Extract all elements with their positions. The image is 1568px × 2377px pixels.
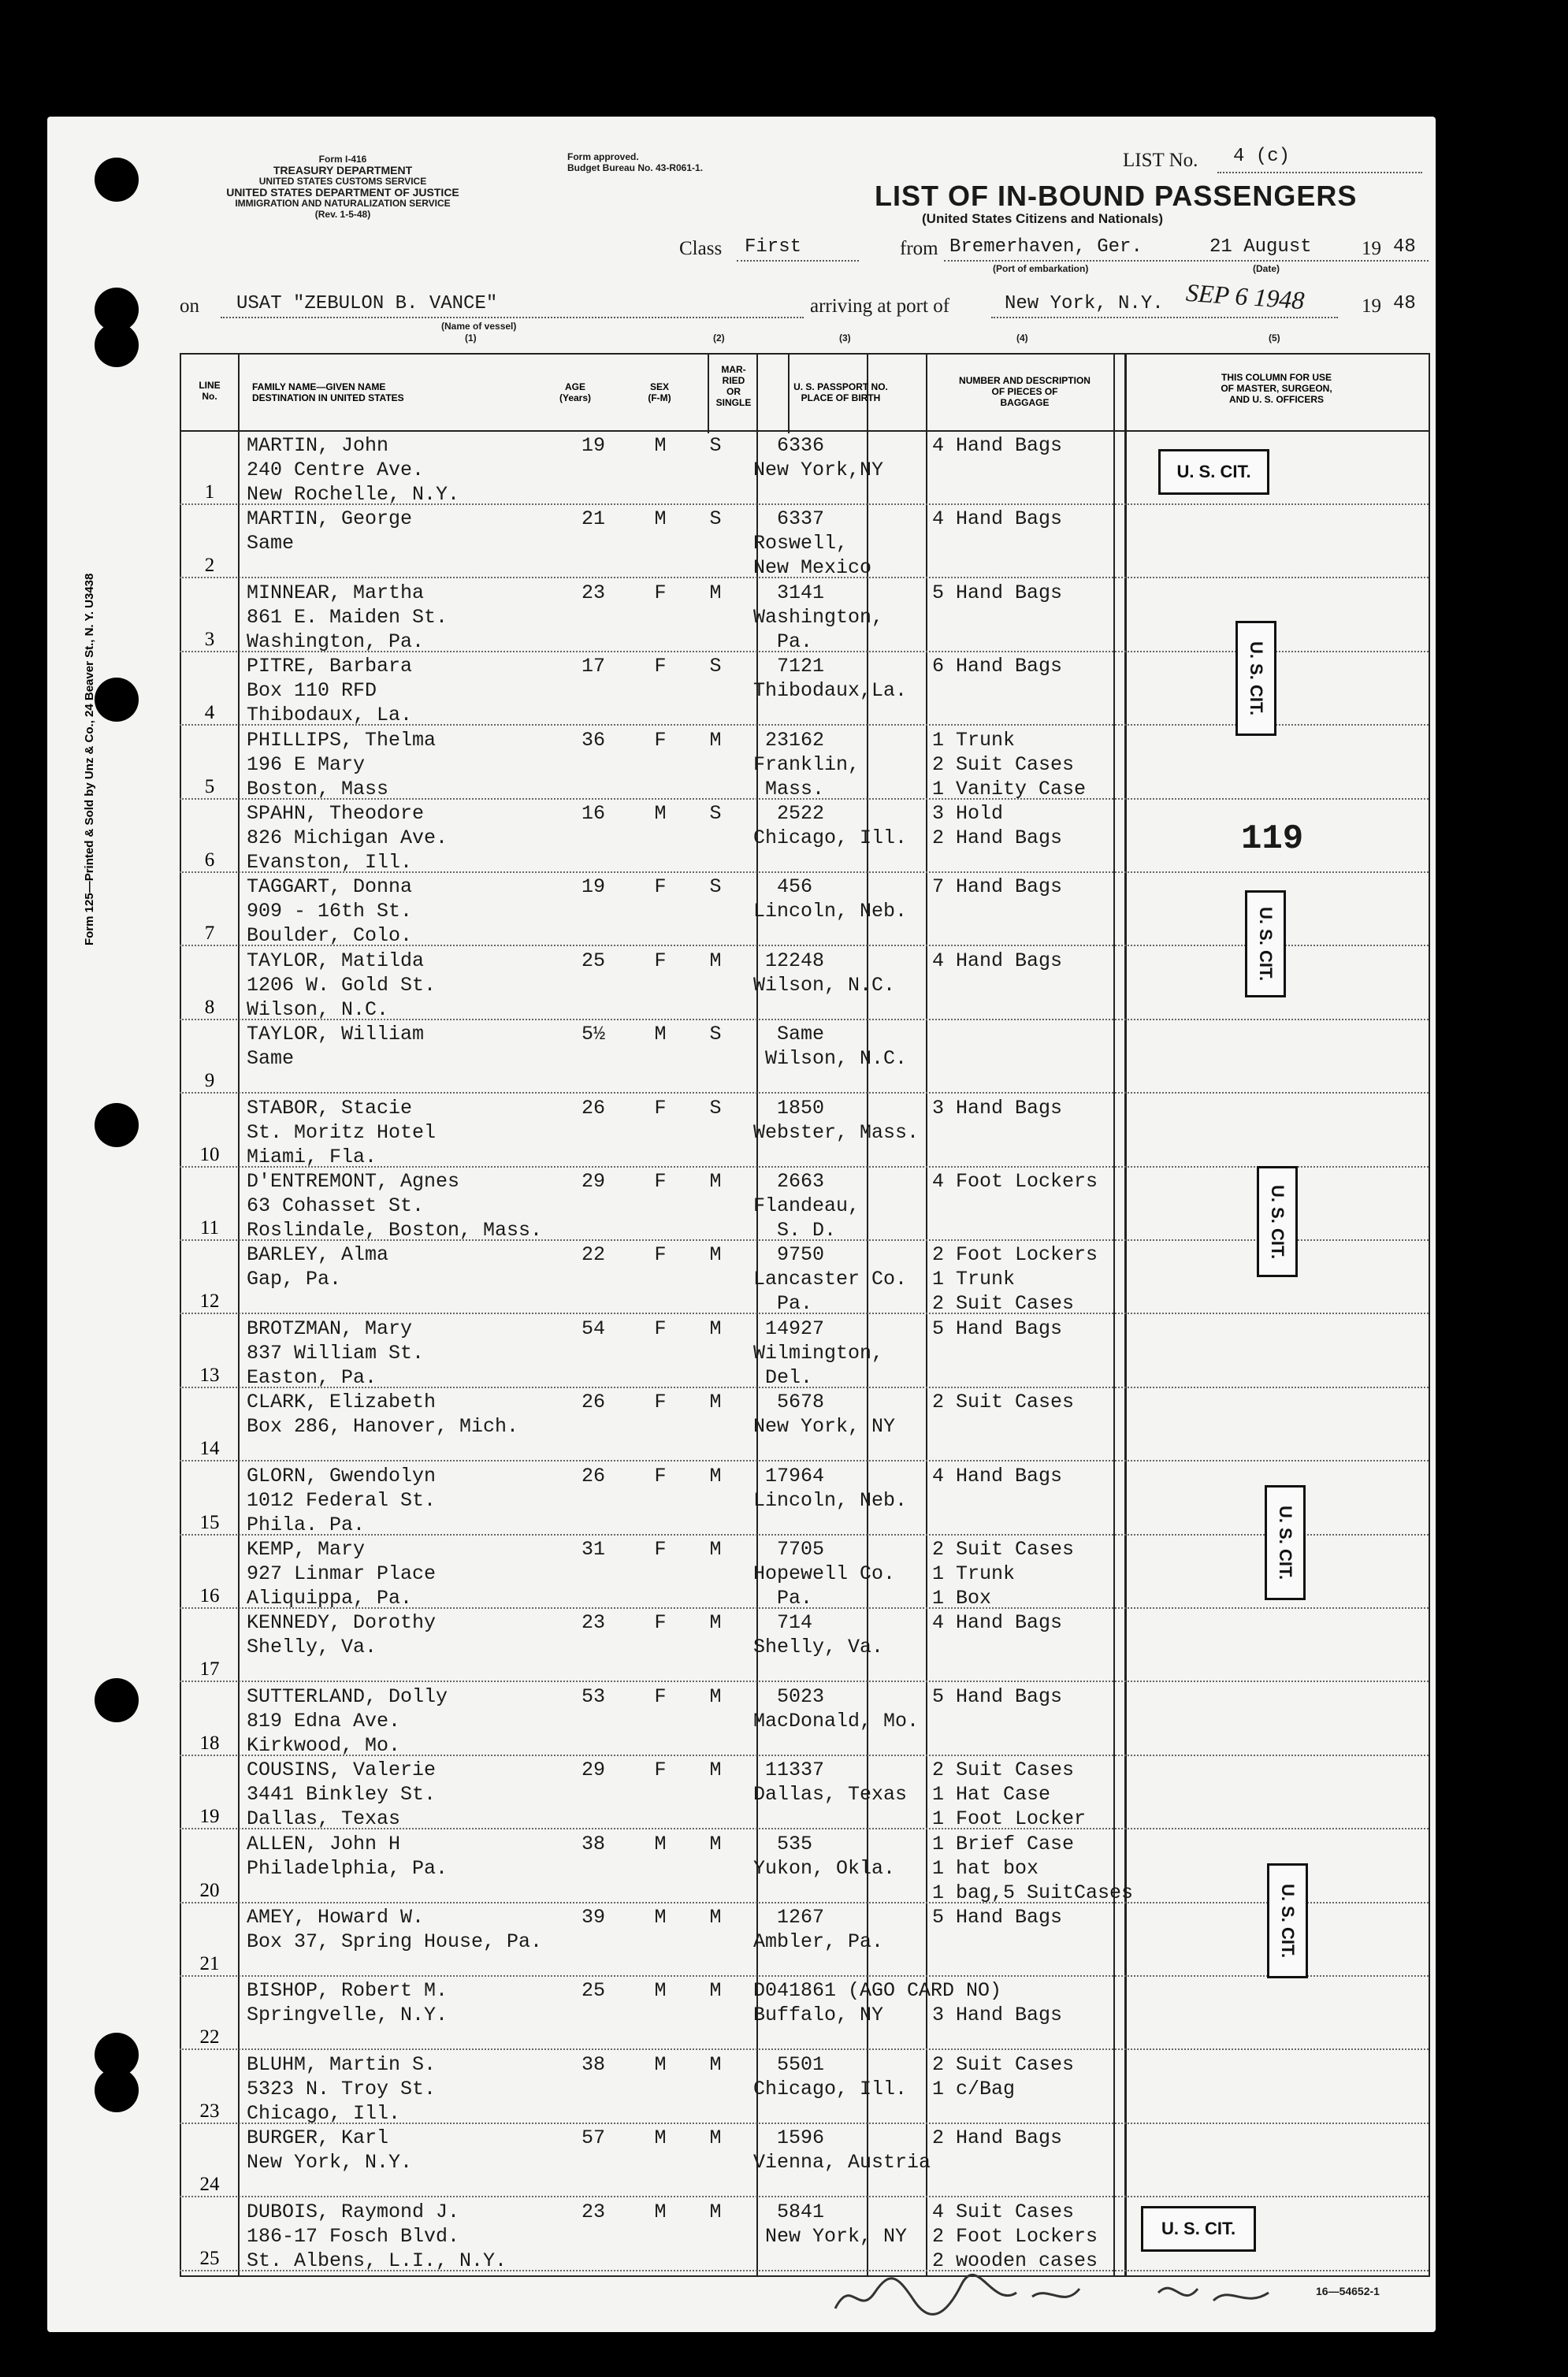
list-no-underline: [1217, 172, 1422, 173]
table-row: [180, 1536, 1429, 1609]
passenger-age: 17: [581, 655, 605, 678]
table-row: [180, 873, 1429, 946]
arrival-year-label: 19: [1362, 295, 1381, 317]
passenger-age: 23: [581, 1611, 605, 1635]
passenger-marital-status: M: [709, 1832, 722, 1855]
baggage-description: 5 Hand Bags: [932, 1317, 1063, 1340]
baggage-description: 4 Hand Bags: [932, 1611, 1063, 1635]
line-number: 24: [199, 2174, 220, 2196]
line-number: 13: [199, 1364, 220, 1386]
passenger-marital-status: S: [709, 1096, 722, 1120]
binder-hole: [95, 1678, 139, 1722]
binder-hole: [95, 2068, 139, 2112]
line-number: 23: [199, 2100, 220, 2122]
passenger-marital-status: S: [709, 434, 722, 457]
passport-birthplace: 14927 Wilmington, Del.: [753, 1317, 884, 1389]
passenger-sex: F: [654, 1391, 667, 1414]
passenger-marital-status: M: [709, 1979, 722, 2003]
list-no-label: LIST No.: [1123, 150, 1198, 171]
passenger-marital-status: M: [709, 1317, 722, 1340]
embarkation-date: 21 August: [1209, 236, 1312, 258]
passenger-name-destination: MARTIN, George Same: [247, 507, 413, 555]
passenger-marital-status: S: [709, 1023, 722, 1046]
line-number: 6: [204, 849, 215, 871]
passenger-marital-status: M: [709, 1464, 722, 1487]
approval-block: [567, 151, 703, 173]
passenger-sex: M: [654, 802, 667, 825]
col-header-officers: [1127, 372, 1426, 405]
customs-service: UNITED STATES CUSTOMS SERVICE: [258, 176, 427, 187]
table-row: [180, 1241, 1429, 1314]
passenger-marital-status: M: [709, 1759, 722, 1782]
col-header-baggage-text: NUMBER AND DESCRIPTION OF PIECES OF BAGGAGE: [959, 375, 1091, 408]
class-underline: [737, 260, 859, 262]
passenger-name-destination: AMEY, Howard W. Box 37, Spring House, Pa.: [247, 1906, 543, 1953]
baggage-description: 5 Hand Bags: [932, 581, 1063, 604]
passenger-marital-status: M: [709, 1906, 722, 1929]
stamp-text: U. S. CIT.: [1247, 641, 1266, 716]
baggage-description: 4 Hand Bags: [932, 949, 1063, 972]
table-row: [180, 1388, 1429, 1461]
passenger-name-destination: GLORN, Gwendolyn 1012 Federal St. Phila. Pa.: [247, 1464, 437, 1536]
passenger-marital-status: S: [709, 802, 722, 825]
passenger-age: 29: [581, 1759, 605, 1782]
us-cit-stamp: [1235, 621, 1276, 736]
passport-birthplace: 5023 MacDonald, Mo.: [753, 1684, 920, 1733]
baggage-description: 2 Suit Cases: [932, 1391, 1075, 1414]
passenger-age: 25: [581, 1979, 605, 2003]
passenger-name-destination: KENNEDY, Dorothy Shelly, Va.: [247, 1611, 437, 1659]
passport-birthplace: 6337 Roswell, New Mexico: [753, 507, 872, 580]
revision: (Rev. 1-5-48): [314, 209, 371, 220]
port-underline: [991, 317, 1338, 318]
passenger-sex: M: [654, 1979, 667, 2003]
line-number: 4: [204, 702, 215, 724]
passenger-marital-status: M: [709, 1684, 722, 1708]
passenger-name-destination: TAYLOR, Matilda 1206 W. Gold St. Wilson, N.C.: [247, 949, 437, 1021]
passenger-age: 19: [581, 434, 605, 457]
passenger-age: 22: [581, 1243, 605, 1267]
vessel-underline: [221, 317, 804, 318]
passenger-age: 16: [581, 802, 605, 825]
table-row: [180, 1609, 1429, 1682]
baggage-description: 6 Hand Bags: [932, 655, 1063, 678]
passenger-name-destination: ALLEN, John H Philadelphia, Pa.: [247, 1832, 448, 1880]
baggage-description: 2 Suit Cases 1 Hat Case 1 Foot Locker: [932, 1759, 1087, 1831]
baggage-description: 4 Foot Lockers: [932, 1170, 1098, 1193]
arrival-date-handwritten: SEP 6 1948: [1184, 277, 1306, 315]
passport-birthplace: 7705 Hopewell Co. Pa.: [753, 1538, 896, 1610]
line-number: 18: [199, 1732, 220, 1754]
arriving-label: arriving at port of: [810, 295, 950, 317]
year-label: 19: [1362, 238, 1381, 259]
table-row: [180, 726, 1429, 800]
col-header-passport-text: U. S. PASSPORT NO. PLACE OF BIRTH: [793, 381, 888, 403]
line-number: 2: [204, 555, 215, 577]
stamp-text: U. S. CIT.: [1276, 1505, 1295, 1580]
table-row: [180, 1315, 1429, 1388]
line-number: 15: [199, 1511, 220, 1533]
line-number: 3: [204, 628, 215, 650]
passenger-sex: F: [654, 1538, 667, 1561]
passenger-sex: M: [654, 2200, 667, 2223]
passenger-name-destination: TAYLOR, William Same: [247, 1023, 425, 1071]
line-number: 16: [199, 1585, 220, 1606]
line-number: 12: [199, 1291, 220, 1313]
line-number: 21: [199, 1953, 220, 1974]
passenger-sex: M: [654, 507, 667, 531]
baggage-description: 7 Hand Bags: [932, 875, 1063, 899]
line-number: 17: [199, 1658, 220, 1681]
us-cit-stamp: [1141, 2206, 1256, 2252]
line-number: 25: [199, 2247, 220, 2269]
passenger-name-destination: MINNEAR, Martha 861 E. Maiden St. Washington, Pa.: [247, 581, 448, 653]
col-header-name: [236, 381, 489, 403]
passenger-age: 54: [581, 1317, 605, 1340]
passenger-age: 26: [581, 1391, 605, 1414]
vessel-caption: (Name of vessel): [441, 321, 517, 332]
col-header-officers-text: THIS COLUMN FOR USE OF MASTER, SURGEON, AND U. S. OFFICERS: [1221, 372, 1332, 405]
passenger-age: 23: [581, 581, 605, 604]
col-header-married: [709, 364, 758, 408]
baggage-description: 3 Hold 2 Hand Bags: [932, 802, 1063, 849]
passenger-age: 57: [581, 2126, 605, 2150]
passenger-sex: M: [654, 1023, 667, 1046]
passenger-sex: F: [654, 1611, 667, 1635]
passenger-name-destination: BROTZMAN, Mary 837 William St. Easton, Pa.: [247, 1317, 425, 1389]
ins-service: IMMIGRATION AND NATURALIZATION SERVICE: [235, 198, 451, 209]
count-stamp: 119: [1241, 819, 1304, 859]
stamp-text: U. S. CIT.: [1268, 1184, 1287, 1259]
list-no-value: 4 (c): [1233, 146, 1291, 167]
col-header-line: [183, 380, 236, 402]
binder-hole: [95, 158, 139, 202]
line-number: 20: [199, 1879, 220, 1901]
passenger-age: 36: [581, 728, 605, 752]
binder-hole: [95, 678, 139, 722]
passport-birthplace: 456 Lincoln, Neb.: [753, 875, 908, 923]
passenger-sex: F: [654, 1464, 667, 1487]
table-row: [180, 1020, 1429, 1094]
from-underline: [944, 260, 1429, 262]
passenger-marital-status: M: [709, 2126, 722, 2150]
baggage-description: 4 Suit Cases 2 Foot Lockers 2 wooden cases: [932, 2200, 1098, 2272]
passport-birthplace: 2663 Flandeau, S. D.: [753, 1170, 860, 1242]
embarkation-port: Bremerhaven, Ger.: [949, 236, 1143, 258]
stamp-text: U. S. CIT.: [1278, 1883, 1298, 1959]
passenger-sex: F: [654, 1096, 667, 1120]
col-header-baggage: [928, 375, 1121, 408]
table-row: [180, 1462, 1429, 1536]
from-label: from: [900, 238, 938, 259]
passenger-sex: F: [654, 728, 667, 752]
passenger-sex: M: [654, 1906, 667, 1929]
vessel-name: USAT "ZEBULON B. VANCE": [236, 293, 498, 314]
binder-hole: [95, 1103, 139, 1147]
passport-birthplace: 5841 New York, NY: [765, 2200, 908, 2248]
passenger-age: 31: [581, 1538, 605, 1561]
baggage-description: 3 Hand Bags: [932, 2004, 1063, 2027]
passenger-name-destination: DUBOIS, Raymond J. 186-17 Fosch Blvd. St. Albens, L.I., N.Y.: [247, 2200, 507, 2272]
caption-2: (2): [713, 332, 725, 344]
header-agency-block: [177, 154, 508, 220]
baggage-description: 4 Hand Bags: [932, 1464, 1063, 1487]
passenger-name-destination: BISHOP, Robert M. Springvelle, N.Y.: [247, 1979, 448, 2027]
binder-hole: [95, 323, 139, 367]
passport-birthplace: 5678 New York, NY: [753, 1391, 896, 1439]
passenger-age: 29: [581, 1170, 605, 1193]
stamp-text: U. S. CIT.: [1256, 906, 1276, 982]
passenger-marital-status: M: [709, 2052, 722, 2076]
passport-birthplace: 714 Shelly, Va.: [753, 1611, 884, 1659]
line-number: 5: [204, 775, 215, 797]
table-row: [180, 2051, 1429, 2124]
baggage-description: 2 Suit Cases 1 c/Bag: [932, 2052, 1075, 2100]
on-label: on: [180, 295, 199, 317]
passenger-sex: F: [654, 1684, 667, 1708]
passenger-marital-status: M: [709, 581, 722, 604]
passenger-name-destination: PITRE, Barbara Box 110 RFD Thibodaux, La.: [247, 655, 413, 727]
table-row: [180, 1756, 1429, 1829]
col-header-name-text: FAMILY NAME—GIVEN NAME DESTINATION IN UNITED STATES: [252, 381, 404, 403]
passenger-age: 5½: [581, 1023, 605, 1046]
line-number: 9: [204, 1070, 215, 1092]
us-cit-stamp: [1245, 890, 1286, 997]
table-row: [180, 1168, 1429, 1241]
passport-birthplace: 1596 Vienna, Austria: [753, 2126, 931, 2175]
baggage-description: 2 Hand Bags: [932, 2126, 1063, 2150]
table-row: [180, 1903, 1429, 1977]
baggage-description: 2 Foot Lockers 1 Trunk 2 Suit Cases: [932, 1243, 1098, 1316]
caption-4: (4): [1016, 332, 1028, 344]
side-printer-text: Form 125—Printed & Sold by Unz & Co., 24 Beaver St., N. Y. U3438: [83, 573, 96, 945]
passport-birthplace: 11337 Dallas, Texas: [753, 1759, 908, 1807]
table-row: [180, 505, 1429, 578]
table-row: [180, 1683, 1429, 1756]
col-header-sex: [632, 381, 687, 403]
passenger-name-destination: D'ENTREMONT, Agnes 63 Cohasset St. Roslindale, Boston, Mass.: [247, 1170, 543, 1242]
passenger-marital-status: M: [709, 2200, 722, 2223]
col-header-sex-text: SEX (F-M): [648, 381, 671, 403]
line-number: 19: [199, 1806, 220, 1828]
passenger-marital-status: M: [709, 1611, 722, 1635]
passenger-name-destination: CLARK, Elizabeth Box 286, Hanover, Mich.: [247, 1391, 519, 1439]
table-row: [180, 2124, 1429, 2197]
page-subtitle: (United States Citizens and Nationals): [922, 211, 1164, 226]
caption-1: (1): [465, 332, 477, 344]
passport-birthplace: D041861 (AGO CARD NO) Buffalo, NY: [753, 1979, 1002, 2027]
passport-birthplace: 535 Yukon, Okla.: [753, 1832, 896, 1880]
caption-3: (3): [839, 332, 851, 344]
passenger-age: 26: [581, 1096, 605, 1120]
passenger-marital-status: M: [709, 1243, 722, 1267]
line-number: 8: [204, 996, 215, 1018]
passenger-name-destination: BARLEY, Alma Gap, Pa.: [247, 1243, 389, 1291]
treasury-dept: TREASURY DEPARTMENT: [273, 164, 413, 176]
passenger-name-destination: MARTIN, John 240 Centre Ave. New Rochelle, N.Y.: [247, 434, 460, 506]
passenger-sex: F: [654, 1317, 667, 1340]
passport-birthplace: Same Wilson, N.C.: [765, 1023, 908, 1071]
justice-dept: UNITED STATES DEPARTMENT OF JUSTICE: [226, 186, 459, 199]
col-header-age-text: AGE (Years): [559, 381, 592, 403]
us-cit-stamp: [1158, 449, 1269, 495]
class-value: First: [745, 236, 802, 258]
passenger-name-destination: STABOR, Stacie St. Moritz Hotel Miami, Fla.: [247, 1096, 437, 1168]
passenger-age: 39: [581, 1906, 605, 1929]
baggage-description: 1 Trunk 2 Suit Cases 1 Vanity Case: [932, 728, 1087, 800]
passport-birthplace: 7121 Thibodaux,La.: [753, 655, 908, 703]
us-cit-stamp: [1267, 1863, 1308, 1978]
passenger-name-destination: SPAHN, Theodore 826 Michigan Ave. Evanston, Ill.: [247, 802, 448, 874]
passport-birthplace: 5501 Chicago, Ill.: [753, 2052, 908, 2100]
form-number: Form I-416: [318, 154, 367, 165]
us-cit-stamp: [1265, 1485, 1306, 1600]
table-row: [180, 1977, 1429, 2050]
passenger-sex: M: [654, 2126, 667, 2150]
passport-birthplace: 23162 Franklin, Mass.: [753, 728, 860, 800]
form-approved: Form approved.: [567, 151, 639, 162]
us-cit-stamp: [1257, 1166, 1298, 1277]
caption-5: (5): [1269, 332, 1280, 344]
baggage-description: 3 Hand Bags: [932, 1096, 1063, 1120]
baggage-description: 1 Brief Case 1 hat box 1 bag,5 SuitCases: [932, 1832, 1134, 1904]
line-number: 10: [199, 1143, 220, 1165]
passenger-marital-status: M: [709, 728, 722, 752]
passenger-sex: M: [654, 434, 667, 457]
passenger-marital-status: M: [709, 949, 722, 972]
passenger-age: 23: [581, 2200, 605, 2223]
passport-birthplace: 12248 Wilson, N.C.: [753, 949, 896, 997]
signature-scribble: [827, 2269, 1300, 2324]
passenger-sex: F: [654, 655, 667, 678]
baggage-description: 4 Hand Bags: [932, 434, 1063, 457]
page-title: LIST OF IN-BOUND PASSENGERS: [875, 180, 1358, 212]
passport-birthplace: 17964 Lincoln, Neb.: [753, 1464, 908, 1512]
passenger-sex: F: [654, 949, 667, 972]
passenger-marital-status: M: [709, 1538, 722, 1561]
table-row: [180, 1094, 1429, 1168]
passenger-sex: F: [654, 581, 667, 604]
passenger-marital-status: S: [709, 875, 722, 899]
line-number: 1: [204, 481, 215, 503]
passenger-age: 26: [581, 1464, 605, 1487]
passenger-name-destination: COUSINS, Valerie 3441 Binkley St. Dallas, Texas: [247, 1759, 437, 1831]
stamp-text: U. S. CIT.: [1176, 462, 1251, 481]
passenger-age: 21: [581, 507, 605, 531]
line-number: 22: [199, 2026, 220, 2048]
passenger-name-destination: PHILLIPS, Thelma 196 E Mary Boston, Mass: [247, 728, 437, 800]
arrival-year: 48: [1393, 293, 1416, 314]
baggage-description: 5 Hand Bags: [932, 1684, 1063, 1708]
budget-bureau: Budget Bureau No. 43-R061-1.: [567, 162, 704, 173]
line-number: 14: [199, 1438, 220, 1460]
table-row: [180, 1830, 1429, 1903]
passenger-sex: F: [654, 1243, 667, 1267]
passenger-age: 53: [581, 1684, 605, 1708]
baggage-description: 5 Hand Bags: [932, 1906, 1063, 1929]
passenger-age: 19: [581, 875, 605, 899]
col-header-age: [544, 381, 607, 403]
year-value: 48: [1393, 236, 1416, 258]
passenger-sex: F: [654, 1170, 667, 1193]
passport-birthplace: 1850 Webster, Mass.: [753, 1096, 920, 1144]
passenger-sex: F: [654, 875, 667, 899]
baggage-description: 4 Hand Bags: [932, 507, 1063, 531]
passenger-age: 38: [581, 2052, 605, 2076]
passenger-age: 38: [581, 1832, 605, 1855]
table-row: [180, 947, 1429, 1020]
passenger-name-destination: BURGER, Karl New York, N.Y.: [247, 2126, 413, 2175]
passenger-name-destination: KEMP, Mary 927 Linmar Place Aliquippa, Pa.: [247, 1538, 437, 1610]
line-number: 11: [199, 1217, 220, 1239]
passenger-marital-status: M: [709, 1391, 722, 1414]
passenger-sex: F: [654, 1759, 667, 1782]
line-number: 7: [204, 923, 215, 945]
passenger-name-destination: BLUHM, Martin S. 5323 N. Troy St. Chicago, Ill.: [247, 2052, 437, 2125]
passenger-sex: M: [654, 2052, 667, 2076]
col-header-passport: [758, 381, 923, 403]
passenger-age: 25: [581, 949, 605, 972]
passport-birthplace: 6336 New York,NY: [753, 434, 884, 481]
form-code: 16—54652-1: [1316, 2285, 1380, 2297]
class-label: Class: [679, 238, 723, 259]
passenger-name-destination: TAGGART, Donna 909 - 16th St. Boulder, Colo.: [247, 875, 413, 948]
col-header-line-text: LINE No.: [199, 380, 221, 402]
passenger-marital-status: M: [709, 1170, 722, 1193]
passport-birthplace: 3141 Washington, Pa.: [753, 581, 884, 653]
baggage-description: 2 Suit Cases 1 Trunk 1 Box: [932, 1538, 1075, 1610]
arrival-port: New York, N.Y.: [1005, 293, 1164, 314]
passenger-marital-status: S: [709, 655, 722, 678]
passport-birthplace: 9750 Lancaster Co. Pa.: [753, 1243, 908, 1316]
date-caption: (Date): [1253, 263, 1280, 274]
port-caption: (Port of embarkation): [993, 263, 1089, 274]
passport-birthplace: 1267 Ambler, Pa.: [753, 1906, 884, 1953]
stamp-text: U. S. CIT.: [1161, 2219, 1236, 2238]
passenger-name-destination: SUTTERLAND, Dolly 819 Edna Ave. Kirkwood, Mo.: [247, 1684, 448, 1757]
col-header-married-text: MAR- RIED OR SINGLE: [715, 364, 752, 408]
passenger-marital-status: S: [709, 507, 722, 531]
passport-birthplace: 2522 Chicago, Ill.: [753, 802, 908, 849]
passenger-sex: M: [654, 1832, 667, 1855]
